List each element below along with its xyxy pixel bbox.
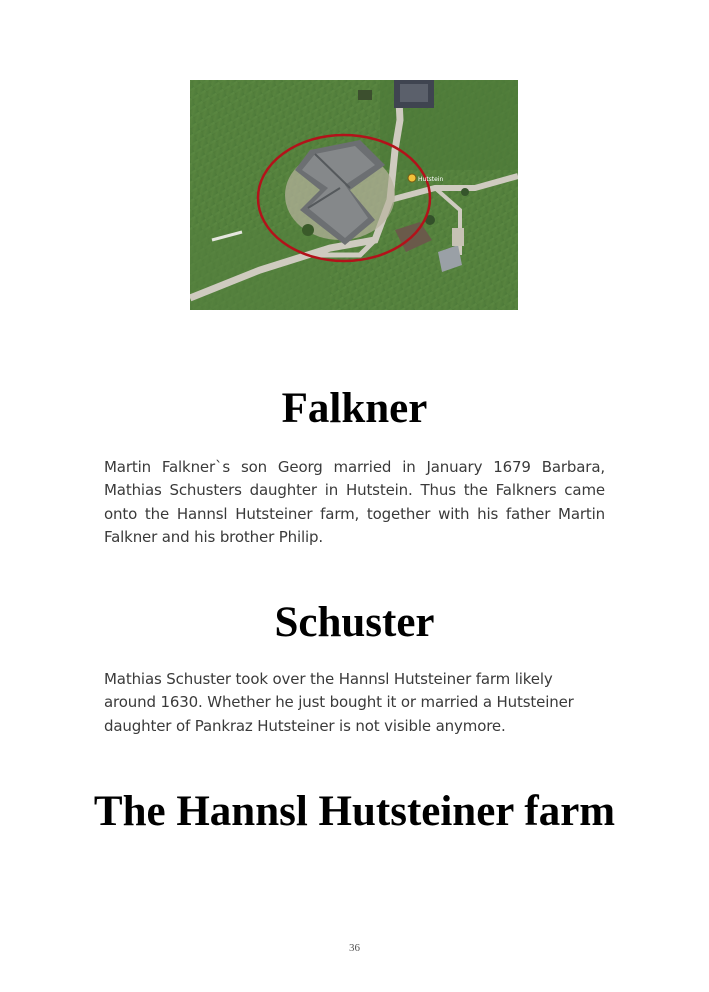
- marker-label: Hutstein: [418, 176, 444, 183]
- section-heading-schuster: Schuster: [274, 599, 435, 646]
- aerial-map-image: [190, 80, 518, 310]
- section-body-schuster: Mathias Schuster took over the Hannsl Hutsteiner farm likely around 1630. Whether he just bought it or married a Hutsteiner daughter of Pankraz Hutsteiner is not visible anymore.: [104, 670, 574, 735]
- section-heading-falkner: Falkner: [281, 385, 428, 432]
- section-heading-hannsl-farm: The Hannsl Hutsteiner farm: [93, 788, 616, 835]
- location-marker-icon: [408, 174, 416, 182]
- page-number: 36: [349, 942, 360, 954]
- section-body-falkner: Martin Falkner`s son Georg married in January 1679 Barbara, Mathias Schusters daughter in Hutstein. Thus the Falkners came onto the Hannsl Hutsteiner farm, together with his father Martin Falkner and his brother Philip.: [104, 458, 605, 546]
